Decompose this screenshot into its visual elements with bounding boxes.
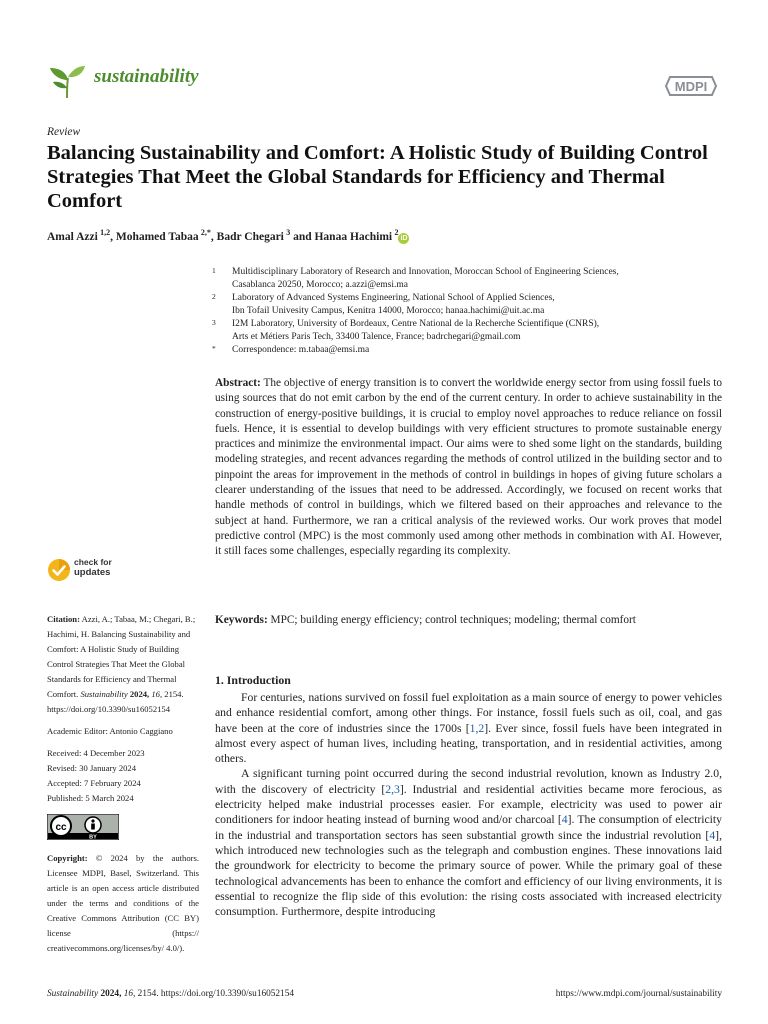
- author-name: Amal Azzi: [47, 230, 98, 243]
- affiliation-line: Arts et Métiers Paris Tech, 33400 Talence, France; badrchegari@gmail.com: [232, 332, 521, 342]
- leaf-sprout-icon: [47, 62, 87, 100]
- article-type: Review: [47, 126, 81, 138]
- accepted-date: Accepted: 7 February 2024: [47, 778, 141, 788]
- published-date: Published: 5 March 2024: [47, 793, 134, 803]
- paragraph-text: ]. Industrial and residential activities became more ferocious, as electricity helped make industrial processes easier. For example, electricity was used to power air conditioners for indoor heating instead of burning wood and/or charcoal [: [215, 782, 723, 827]
- affiliation-mark: 2: [212, 292, 216, 301]
- check-updates-icon: [47, 558, 71, 582]
- paragraph-text: For centuries, nations survived on fossil fuel exploitation as a main source of energy to power vehicles and enhance residential comfort, among other things. For instance, fossil fuels such as oil, coal, and gas have been at the core of industries since the 1700s [: [215, 691, 722, 735]
- check-updates-line: check for: [74, 557, 112, 567]
- author-separator: and: [290, 230, 315, 243]
- body-text: [215, 690, 722, 919]
- author-affiliation-mark: 2: [394, 228, 399, 237]
- reference-link[interactable]: 1,2: [469, 721, 485, 735]
- affiliation-line: I2M Laboratory, University of Bordeaux, Centre National de la Recherche Scientifique (CNRS),: [232, 319, 600, 329]
- citation-year: 2024,: [129, 689, 150, 699]
- citation-text: Azzi, A.; Tabaa, M.; Chegari, B.; Hachimi, H. Balancing Sustainability and Comfort: A Holistic Study of Building Control Strategies That Meet the Global Standards for Efficiency and Thermal Comfort.: [47, 614, 196, 699]
- by-label: BY: [89, 834, 97, 840]
- affiliation-mark: 3: [212, 318, 216, 327]
- paragraph-text: ]. Ever since, fossil fuels have been integrated in almost every aspect of human lives, including heating, transportation, and in residential activities, among others.: [215, 721, 722, 766]
- paragraph-text: A significant turning point occurred during the second industrial revolution, known as Industry 2.0, with the discovery of electricity [: [215, 767, 722, 796]
- reference-link[interactable]: 4: [561, 813, 568, 827]
- sidebar: [47, 612, 199, 956]
- citation-label: Citation:: [47, 614, 80, 624]
- cc-label: cc: [55, 822, 67, 833]
- mdpi-logo: [664, 72, 718, 100]
- footer-citation: [47, 989, 294, 999]
- paragraph: [215, 690, 722, 766]
- affiliation-line: Laboratory of Advanced Systems Engineering, National School of Applied Sciences,: [232, 293, 555, 303]
- affiliation-line: Casablanca 20250, Morocco; a.azzi@emsi.ma: [232, 280, 408, 290]
- copyright: [47, 851, 199, 956]
- footer-volume: 16,: [123, 989, 136, 999]
- footer-doi[interactable]: 2154. https://doi.org/10.3390/su16052154: [137, 989, 295, 999]
- affiliations: [212, 266, 732, 357]
- citation-journal: Sustainability: [80, 689, 128, 699]
- abstract-text: The objective of energy transition is to convert the worldwide energy sector from using fossil fuels to using sources that do not emit carbon by the end of the current century. In order to achieve sustainability in the construction of energy-positive buildings, it is crucial to employ novel approaches to reduce reliance on fossil fuels. Hence, it is essential to develop buildings with very efficient structures to promote sustainable energy practices and minimize the environmental impact. Our aims were to shed some light on the standards, building modeling strategies, and recent advances regarding the methods of control utilized in the building sector and to pinpoint the areas for improvement in the methods of control in buildings in hopes of giving future scholars a clearer understanding of the issues that need to be addressed. Accordingly, we focused on recent works that handle methods of control in buildings, which we filtered based on their approaches and relevance to the subject at hand. Furthermore, we ran a critical analysis of the reviewed works. Our work proves that model predictive control (MPC) is the most commonly used among other methods in combination with AI. However, it still faces some challenges, especially regarding its complexity.: [215, 377, 722, 558]
- reference-link[interactable]: 4: [709, 828, 716, 842]
- publisher-name: MDPI: [674, 79, 708, 94]
- correspondence-line: Correspondence: m.tabaa@emsi.ma: [232, 345, 370, 355]
- article-title: Balancing Sustainability and Comfort: A Holistic Study of Building Control Strategies That Meet the Global Standards for Efficiency and Thermal Comfort: [47, 142, 708, 212]
- reference-link[interactable]: 2,3: [385, 782, 400, 796]
- author-name: Badr Chegari: [216, 230, 284, 243]
- received-date: Received: 4 December 2023: [47, 748, 145, 758]
- author-separator: ,: [210, 230, 217, 243]
- affiliation-line: Ibn Tofail Univesity Campus, Kenitra 14000, Morocco; hanaa.hachimi@uit.ac.ma: [232, 306, 545, 316]
- affiliation-item: [212, 344, 732, 357]
- paragraph-text: ]. The consumption of electricity in the industrial and transportation sectors has seen substantial growth since the industrial revolution [: [215, 813, 722, 842]
- orcid-icon[interactable]: iD: [400, 234, 408, 242]
- footer-year: 2024,: [100, 989, 122, 999]
- author-affiliation-mark: 2,: [200, 228, 207, 237]
- citation-volume: 16,: [151, 689, 163, 699]
- copyright-label: Copyright:: [47, 853, 88, 863]
- affiliation-mark: *: [212, 344, 216, 353]
- author-separator: ,: [110, 230, 116, 243]
- footer-journal: Sustainability: [47, 989, 99, 999]
- abstract: [215, 376, 722, 560]
- cc-by-license-icon[interactable]: [47, 814, 119, 840]
- citation: [47, 612, 199, 717]
- author-affiliation-mark: 3: [286, 228, 291, 237]
- author-affiliation-mark: 1,2: [100, 228, 111, 237]
- corresponding-mark: *: [206, 228, 211, 237]
- author-name: Mohamed Tabaa: [115, 230, 199, 243]
- affiliation-item: [212, 318, 732, 344]
- section-heading: 1. Introduction: [215, 673, 291, 687]
- revised-date: Revised: 30 January 2024: [47, 763, 137, 773]
- affiliation-line: Multidisciplinary Laboratory of Research and Innovation, Moroccan School of Engineering Sciences,: [232, 267, 619, 277]
- paragraph-text: ], which introduced new technologies such as the telegraph and combustion engines. These innovations laid the groundwork for electricity to become the primary source of power. While the primary goal of these technological advancements has been to enhance the comfort and efficiency of our living environments, it is essential to recognize the flip side of this evolution: the rising costs associated with increased electricity consumption. Furthermore, despite introducing: [215, 828, 722, 919]
- check-updates-line: updates: [74, 566, 111, 578]
- affiliation-item: [212, 266, 732, 292]
- paragraph: [215, 766, 722, 919]
- citation-doi[interactable]: 2154. https://doi.org/10.3390/su16052154: [47, 689, 184, 714]
- abstract-label: Abstract:: [215, 377, 261, 389]
- author-name: Hanaa Hachimi: [314, 230, 393, 243]
- affiliation-mark: 1: [212, 266, 216, 275]
- academic-editor: Academic Editor: Antonio Caggiano: [47, 726, 173, 736]
- keywords-text: MPC; building energy efficiency; control techniques; modeling; thermal comfort: [270, 614, 636, 626]
- check-for-updates-button[interactable]: [47, 557, 127, 587]
- check-updates-label: [74, 558, 112, 577]
- author-list: [47, 228, 409, 244]
- keywords-label: Keywords:: [215, 614, 268, 626]
- affiliation-item: [212, 292, 732, 318]
- journal-name: sustainability: [94, 66, 199, 87]
- keywords: [215, 613, 722, 628]
- copyright-text: © 2024 by the authors. Licensee MDPI, Basel, Switzerland. This article is an open access article distributed under the terms and conditions of the Creative Commons Attribution (CC BY) license (https:// creativecommons.org/licenses/by/ 4.0/).: [47, 853, 199, 953]
- footer-journal-url[interactable]: https://www.mdpi.com/journal/sustainability: [555, 989, 722, 999]
